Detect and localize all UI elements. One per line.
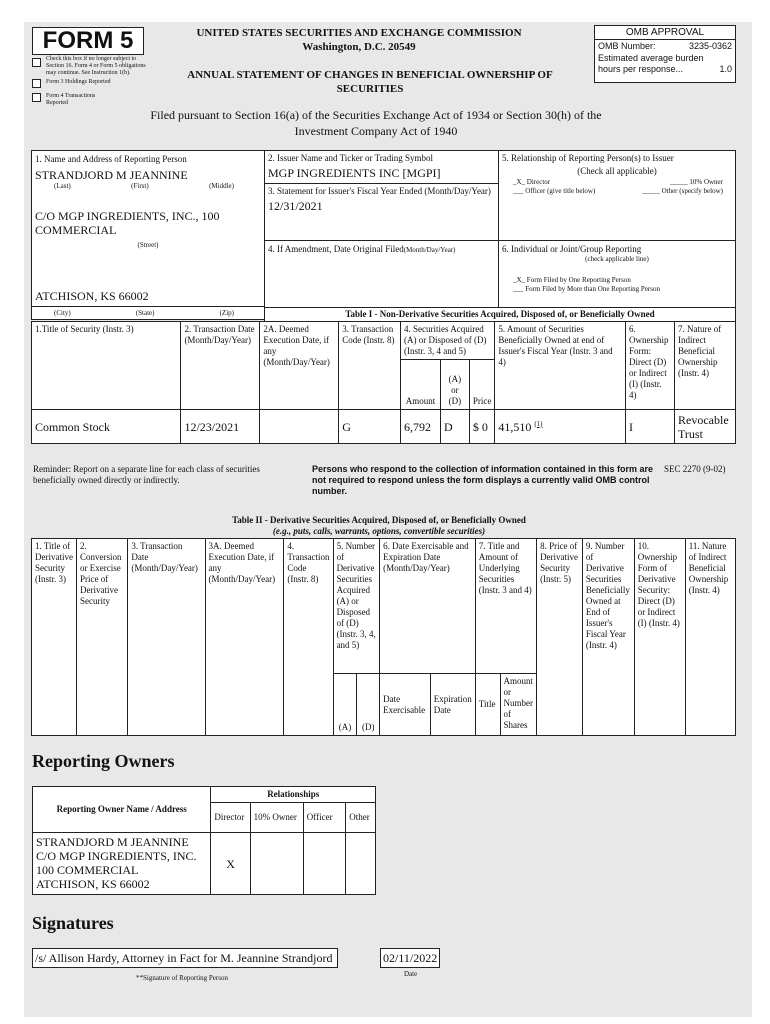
owners-col-relationships: Relationships [211, 787, 376, 803]
owner-address-line3: ATCHISON, KS 66002 [36, 877, 150, 891]
t2-header-underlying-title: Title [475, 674, 500, 736]
t1-date: 12/23/2021 [181, 410, 260, 444]
box5-sub: (Check all applicable) [577, 166, 657, 176]
t1-header-ad: (A) or (D) [440, 360, 469, 410]
owner-other-mark [346, 833, 376, 895]
sec-code: SEC 2270 (9-02) [664, 464, 726, 474]
owners-col-other: Other [346, 803, 376, 833]
street-address: C/O MGP INGREDIENTS, INC., 100 COMMERCIAL [35, 209, 220, 237]
header-checkboxes [32, 56, 152, 107]
t1-form: I [626, 410, 675, 444]
t2-header-form: 10. Ownership Form of Derivative Security: Direct (D) or Indirect (I) (Instr. 4) [634, 539, 685, 736]
box4-amendment [264, 240, 499, 308]
omb-burden-label: Estimated average burden [598, 53, 704, 63]
agency-heading [174, 26, 544, 54]
t1-header-deemed: 2A. Deemed Execution Date, if any (Month/Day/Year) [260, 322, 339, 410]
box5-label: 5. Relationship of Reporting Person(s) to Issuer [502, 153, 674, 163]
state-caption: (State) [135, 309, 155, 317]
box5-relationship [498, 150, 736, 241]
table-row [32, 410, 736, 444]
t1-nature: Revocable Trust [675, 410, 736, 444]
more-persons-checkline[interactable]: ___ Form Filed by More than One Reporting Person [513, 285, 660, 293]
reporting-owners-heading: Reporting Owners [32, 751, 175, 771]
owners-col-director: Director [211, 803, 250, 833]
middle-caption: (Middle) [209, 182, 234, 190]
t1-owned: 41,510 [498, 419, 532, 434]
reporting-owners-table [32, 786, 376, 895]
t2-header-nature: 11. Nature of Indirect Beneficial Ownership (Instr. 4) [685, 539, 735, 736]
form3-holdings-checkbox[interactable] [32, 79, 41, 88]
t1-header-code: 3. Transaction Code (Instr. 8) [339, 322, 401, 410]
t2-header-a: (A) [333, 674, 357, 736]
t1-ad: D [440, 410, 469, 444]
t1-header-amount: Amount [401, 360, 441, 410]
statement-title: ANNUAL STATEMENT OF CHANGES IN BENEFICIAL OWNERSHIP OF SECURITIES [187, 69, 553, 95]
t2-header-date: 3. Transaction Date (Month/Day/Year) [128, 539, 205, 736]
table2-heading [174, 515, 584, 537]
t2-header-underlying-amount: Amount or Number of Shares [500, 674, 537, 736]
t1-header-owned: 5. Amount of Securities Beneficially Owned at end of Issuer's Fiscal Year (Instr. 3 and 4) [495, 322, 626, 410]
city-caption: (City) [54, 309, 71, 317]
city-state-zip: ATCHISON, KS 66002 [35, 289, 149, 303]
agency-location: Washington, D.C. 20549 [302, 41, 416, 53]
t1-header-form: 6. Ownership Form: Direct (D) or Indirect (I) (Instr. 4) [626, 322, 675, 410]
signature-date: 02/11/2022 [380, 948, 440, 968]
t1-deemed [260, 410, 339, 444]
agency-name: UNITED STATES SECURITIES AND EXCHANGE COMMISSION [196, 27, 522, 39]
box2-issuer [264, 150, 499, 184]
omb-number-label: OMB Number: [598, 41, 656, 51]
fiscal-year-end: 12/31/2021 [268, 199, 323, 213]
last-caption: (Last) [54, 182, 71, 190]
t1-owned-cell [495, 410, 626, 444]
t2-header-owned: 9. Number of Derivative Securities Beneficially Owned at End of Issuer's Fiscal Year (Instr. 4) [582, 539, 634, 736]
t1-header-title: 1.Title of Security (Instr. 3) [32, 322, 181, 410]
box6-sub: (check applicable line) [585, 255, 649, 263]
other-checkline[interactable]: _____ Other (specify below) [642, 187, 723, 195]
t2-header-date-exercisable: Date Exercisable [380, 674, 431, 736]
reporting-person-name: STRANDJORD M JEANNINE [35, 168, 188, 182]
signature-value: /s/ Allison Hardy, Attorney in Fact for M. Jeannine Strandjord [32, 948, 338, 968]
signatures-heading: Signatures [32, 913, 114, 933]
one-person-checkline[interactable]: _X_ Form Filed by One Reporting Person [513, 276, 631, 284]
ten-percent-checkline[interactable]: _____ 10% Owner [670, 178, 723, 186]
owner-officer-mark [303, 833, 345, 895]
city-state-zip-captions [31, 306, 265, 320]
first-caption: (First) [131, 182, 149, 190]
no-longer-subject-checkbox[interactable] [32, 58, 41, 67]
box6-label: 6. Individual or Joint/Group Reporting [502, 244, 642, 254]
form-page [24, 22, 752, 1017]
table2-subtitle: (e.g., puts, calls, warrants, options, convertible securities) [272, 526, 486, 536]
owner-address-cell [33, 833, 211, 895]
filed-pursuant: Filed pursuant to Section 16(a) of the Securities Exchange Act of 1934 or Section 30(h) of the Investment Company Act of 1940 [150, 108, 602, 138]
omb-number: 3235-0362 [688, 41, 732, 51]
t1-header-date: 2. Transaction Date (Month/Day/Year) [181, 322, 260, 410]
t2-header-deemed: 3A. Deemed Execution Date, if any (Month/Day/Year) [205, 539, 284, 736]
table2-title: Table II - Derivative Securities Acquired, Disposed of, or Beneficially Owned [232, 515, 526, 525]
director-checkline[interactable]: _X_ Director [513, 178, 551, 186]
t1-code: G [339, 410, 401, 444]
t2-header-underlying: 7. Title and Amount of Underlying Securities (Instr. 3 and 4) [475, 539, 536, 674]
signature-caption: **Signature of Reporting Person [136, 974, 228, 982]
owner-address-line1: C/O MGP INGREDIENTS, INC. [36, 849, 197, 863]
t2-header-number: 5. Number of Derivative Securities Acquired (A) or Disposed of (D) (Instr. 3, 4, and 5) [333, 539, 380, 674]
t1-price: $ 0 [469, 410, 495, 444]
owners-col-ten-pct: 10% Owner [250, 803, 303, 833]
omb-title: OMB APPROVAL [595, 26, 735, 40]
t2-header-title: 1. Title of Derivative Security (Instr. 3) [32, 539, 77, 736]
table1-title: Table I - Non-Derivative Securities Acquired, Disposed of, or Beneficially Owned [264, 307, 736, 322]
owner-name: STRANDJORD M JEANNINE [36, 835, 189, 849]
reminder-text: Reminder: Report on a separate line for each class of securities beneficially owned directly or indirectly. [33, 464, 260, 485]
omb-approval-box [594, 25, 736, 83]
owners-col-name: Reporting Owner Name / Address [33, 787, 211, 833]
form4-transactions-checkbox[interactable] [32, 93, 41, 102]
t1-header-acquired: 4. Securities Acquired (A) or Disposed of (D) (Instr. 3, 4 and 5) [401, 322, 495, 360]
t2-header-conversion: 2. Conversion or Exercise Price of Derivative Security [76, 539, 127, 736]
form3-holdings-label: Form 3 Holdings Reported [46, 79, 111, 85]
date-caption: Date [404, 970, 418, 978]
t1-title: Common Stock [32, 410, 181, 444]
t1-footnote-link[interactable]: (1) [534, 419, 543, 428]
omb-hours-label: hours per response... [598, 64, 684, 74]
t2-header-code: 4. Transaction Code (Instr. 8) [284, 539, 333, 736]
table2 [31, 538, 736, 736]
t1-header-nature: 7. Nature of Indirect Beneficial Ownership (Instr. 4) [675, 322, 736, 410]
officer-checkline[interactable]: ___ Officer (give title below) [513, 187, 596, 195]
form4-transactions-label: Form 4 Transactions Reported [46, 93, 96, 106]
box4-label: 4. If Amendment, Date Original Filed [268, 244, 404, 254]
box3-label: 3. Statement for Issuer's Fiscal Year Ended (Month/Day/Year) [268, 186, 491, 196]
box1-reporting-person [31, 150, 265, 308]
form-title: FORM 5 [32, 27, 144, 55]
table-row [33, 833, 376, 895]
no-longer-subject-label: Check this box if no longer subject to Section 16. Form 4 or Form 5 obligations may continue. See Instruction 1(b). [46, 56, 146, 76]
t2-header-price: 8. Price of Derivative Security (Instr. 5) [537, 539, 583, 736]
owner-ten-pct-mark [250, 833, 303, 895]
zip-caption: (Zip) [219, 309, 234, 317]
t2-header-exercisable: 6. Date Exercisable and Expiration Date (Month/Day/Year) [380, 539, 476, 674]
persons-notice: Persons who respond to the collection of information contained in this form are not required to respond unless the form displays a currently valid OMB control number. [312, 464, 654, 496]
owner-address-line2: 100 COMMERCIAL [36, 863, 139, 877]
box1-label: 1. Name and Address of Reporting Person [35, 154, 187, 164]
t1-header-price: Price [469, 360, 495, 410]
street-caption: (Street) [137, 241, 159, 249]
box6-individual-group [498, 240, 736, 308]
box4-sub: (Month/Day/Year) [403, 246, 456, 254]
t1-amount: 6,792 [401, 410, 441, 444]
box2-label: 2. Issuer Name and Ticker or Trading Symbol [268, 153, 433, 163]
owner-director-mark: X [211, 833, 250, 895]
owners-col-officer: Officer [303, 803, 345, 833]
box3-fiscal-year [264, 183, 499, 241]
t2-header-d: (D) [357, 674, 380, 736]
omb-hours: 1.0 [719, 64, 732, 74]
issuer-name: MGP INGREDIENTS INC [MGPI] [268, 166, 441, 180]
table1 [31, 321, 736, 444]
t2-header-expiration: Expiration Date [430, 674, 475, 736]
